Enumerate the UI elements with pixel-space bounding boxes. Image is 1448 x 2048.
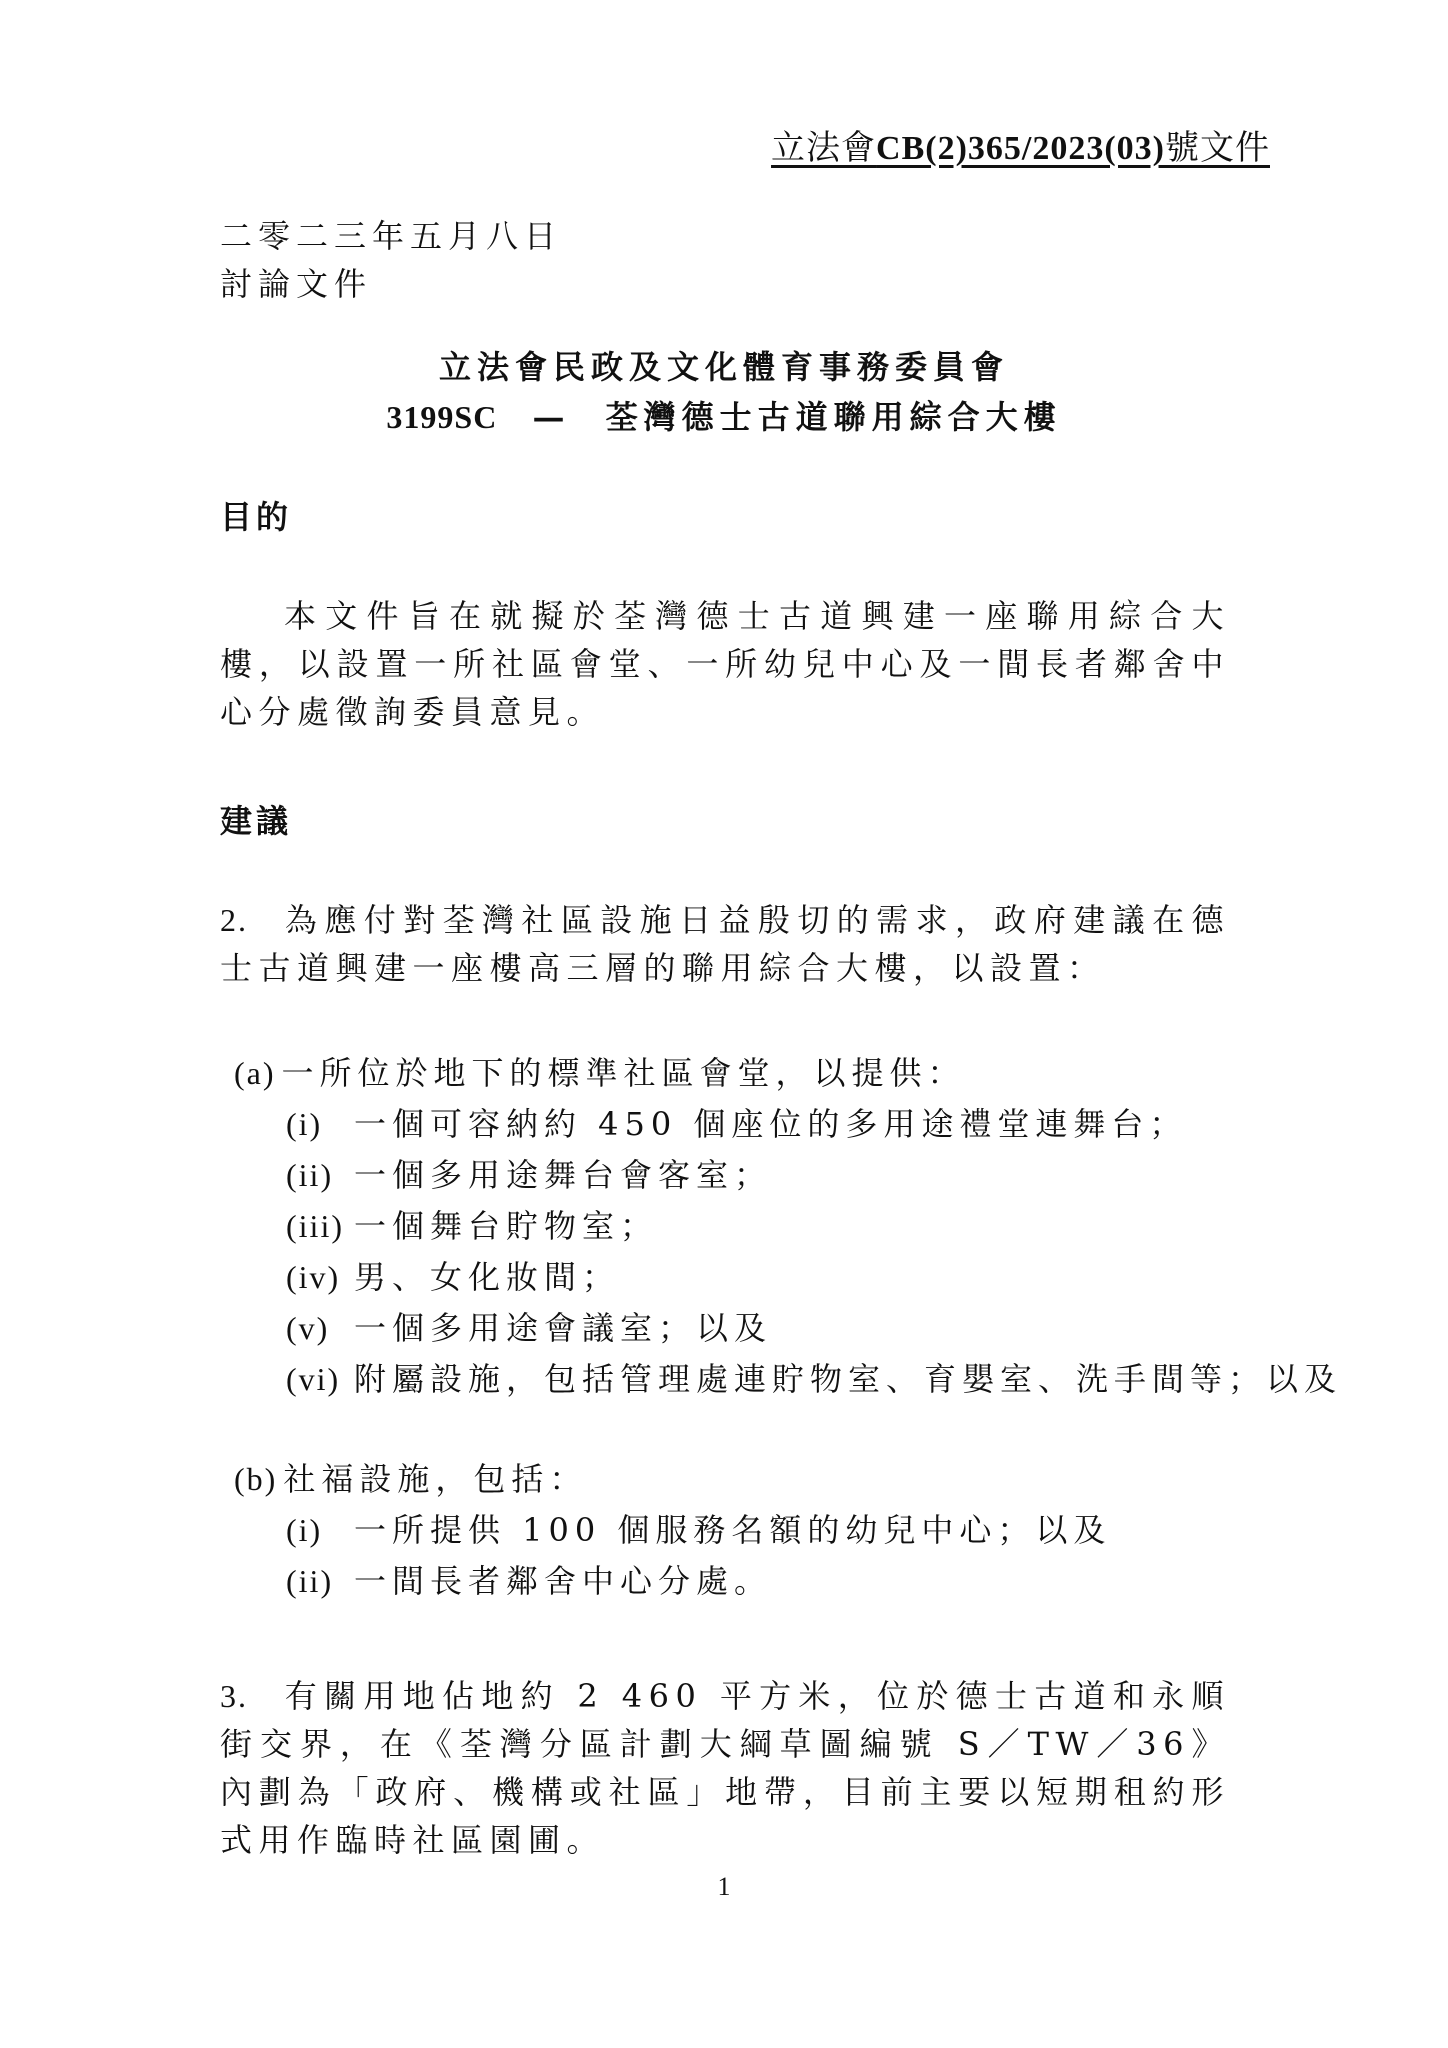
ref-code: CB(2)365/2023(03) bbox=[876, 130, 1165, 167]
list-item bbox=[234, 1303, 1342, 1354]
list-a bbox=[234, 1048, 1342, 1405]
paragraph-2 bbox=[220, 896, 1230, 992]
list-b-text: 社福設施，包括： bbox=[283, 1460, 588, 1498]
list-item-text: 附屬設施，包括管理處連貯物室、育嬰室、洗手間等；以及 bbox=[354, 1360, 1343, 1398]
project-title bbox=[0, 392, 1448, 438]
committee-title: 立法會民政及文化體育事務委員會 bbox=[438, 348, 1009, 386]
paragraph-3-number: 3. bbox=[220, 1678, 248, 1714]
list-item-marker: (i) bbox=[286, 1106, 323, 1142]
project-name: 荃灣德士古道聯用綜合大樓 bbox=[605, 398, 1062, 436]
list-item-marker: (vi) bbox=[286, 1361, 341, 1397]
list-item-marker: (v) bbox=[286, 1310, 330, 1346]
purpose-heading: 目的 bbox=[220, 498, 293, 536]
list-item-marker: (iv) bbox=[286, 1259, 341, 1295]
project-code: 3199SC bbox=[386, 399, 498, 435]
list-item bbox=[234, 1099, 1342, 1150]
list-a-marker: (a) bbox=[234, 1055, 276, 1091]
list-item-marker: (iii) bbox=[286, 1208, 344, 1244]
list-item-marker: (ii) bbox=[286, 1157, 334, 1193]
paragraph-2-text: 為應付對荃灣社區設施日益殷切的需求，政府建議在德士古道興建一座樓高三層的聯用綜合大樓，以設置： bbox=[220, 901, 1230, 987]
document-meta bbox=[220, 212, 562, 308]
list-item-text: 一個舞台貯物室； bbox=[354, 1207, 659, 1245]
list-item bbox=[234, 1201, 1342, 1252]
ref-suffix: 號文件 bbox=[1165, 128, 1270, 168]
list-item bbox=[234, 1556, 1111, 1607]
list-item bbox=[234, 1354, 1342, 1405]
list-item-text: 一個多用途會議室；以及 bbox=[354, 1309, 773, 1347]
page-number: 1 bbox=[717, 1872, 731, 1901]
list-b-lead bbox=[234, 1454, 1111, 1505]
list-b bbox=[234, 1454, 1111, 1607]
list-item bbox=[234, 1252, 1342, 1303]
document-reference bbox=[771, 120, 1270, 169]
list-item bbox=[234, 1505, 1111, 1556]
list-b-marker: (b) bbox=[234, 1461, 278, 1497]
paragraph-3 bbox=[220, 1672, 1230, 1864]
list-item-text: 一個多用途舞台會客室； bbox=[354, 1156, 773, 1194]
proposal-heading: 建議 bbox=[220, 802, 293, 840]
paragraph-3-text: 有關用地佔地約 2 460 平方米，位於德士古道和永順街交界，在《荃灣分區計劃大綱草圖編號 S／TW／36》內劃為「政府、機構或社區」地帶，目前主要以短期租約形式用作臨時社區園圃。 bbox=[220, 1677, 1230, 1859]
list-item-marker: (i) bbox=[286, 1512, 323, 1548]
purpose-paragraph: 本文件旨在就擬於荃灣德士古道興建一座聯用綜合大樓，以設置一所社區會堂、一所幼兒中心及一間長者鄰舍中心分處徵詢委員意見。 bbox=[220, 597, 1230, 731]
list-item bbox=[234, 1150, 1342, 1201]
list-item-text: 一間長者鄰舍中心分處。 bbox=[354, 1562, 773, 1600]
title-dash: — bbox=[532, 398, 571, 436]
list-a-text: 一所位於地下的標準社區會堂，以提供： bbox=[281, 1054, 966, 1092]
document-type: 討論文件 bbox=[220, 265, 373, 303]
list-a-lead bbox=[234, 1048, 1342, 1099]
list-item-marker: (ii) bbox=[286, 1563, 334, 1599]
paragraph-2-number: 2. bbox=[220, 902, 248, 938]
list-item-text: 男、女化妝間； bbox=[354, 1258, 621, 1296]
document-date: 二零二三年五月八日 bbox=[220, 217, 563, 255]
ref-prefix: 立法會 bbox=[771, 128, 877, 168]
list-item-text: 一個可容納約 450 個座位的多用途禮堂連舞台； bbox=[354, 1105, 1188, 1143]
list-item-text: 一所提供 100 個服務名額的幼兒中心；以及 bbox=[354, 1511, 1112, 1549]
